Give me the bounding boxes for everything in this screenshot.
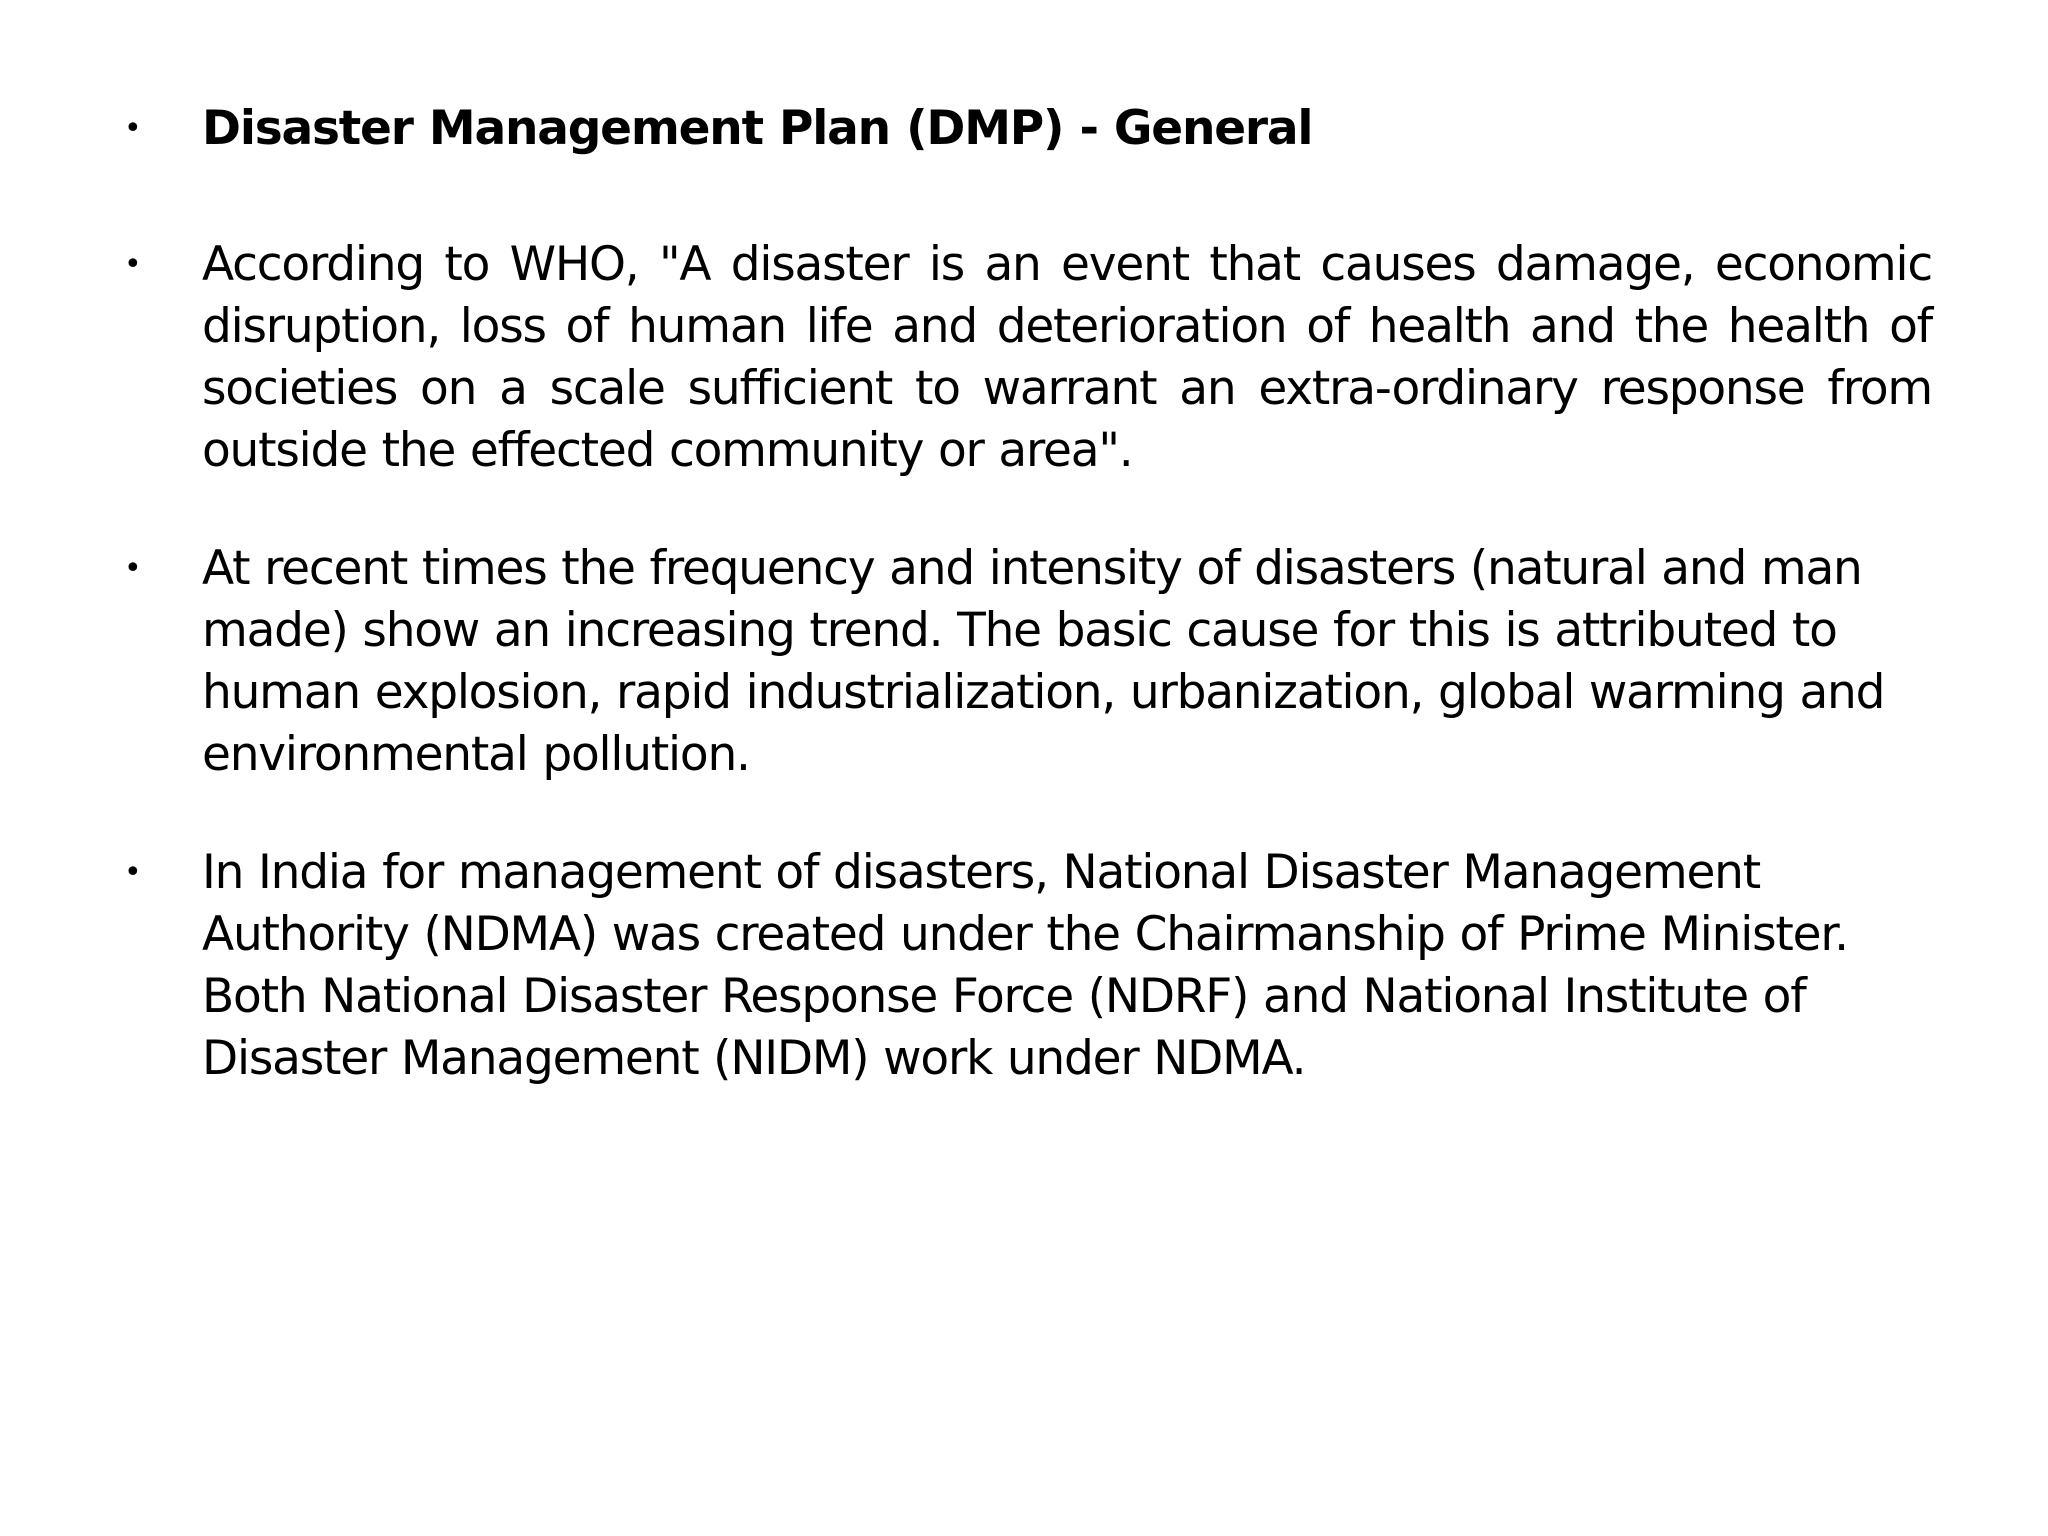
- bullet-text: According to WHO, "A disaster is an event that causes damage, economic disruption, loss of human life and deterioration of health and the health of societies on a scale sufficient to warrant an extra-ordinary response from outside the effected community or area".: [202, 237, 1932, 478]
- bullet-item-who-definition: [120, 234, 1932, 482]
- bullet-dot-icon: •: [124, 551, 141, 586]
- bullet-text: In India for management of disasters, National Disaster Management Authority (NDMA) was created under the Chairmanship of Prime Minister. Both National Disaster Response Force (NDRF) and National Institute of Disaster Management (NIDM) work under NDMA.: [202, 845, 1848, 1086]
- bullet-text: At recent times the frequency and intensity of disasters (natural and man made) show an increasing trend. The basic cause for this is attributed to human explosion, rapid industrialization, urbanization, global warming and environmental pollution.: [202, 541, 1885, 782]
- bullet-item-ndma: [120, 842, 1932, 1090]
- bullet-item-trend: [120, 538, 1932, 786]
- bullet-dot-icon: •: [124, 247, 141, 282]
- bullet-item-heading: [120, 98, 1932, 160]
- bullet-list: [120, 98, 1932, 1146]
- slide-heading: Disaster Management Plan (DMP) - General: [202, 101, 1313, 156]
- bullet-dot-icon: •: [124, 111, 141, 146]
- bullet-dot-icon: •: [124, 855, 141, 890]
